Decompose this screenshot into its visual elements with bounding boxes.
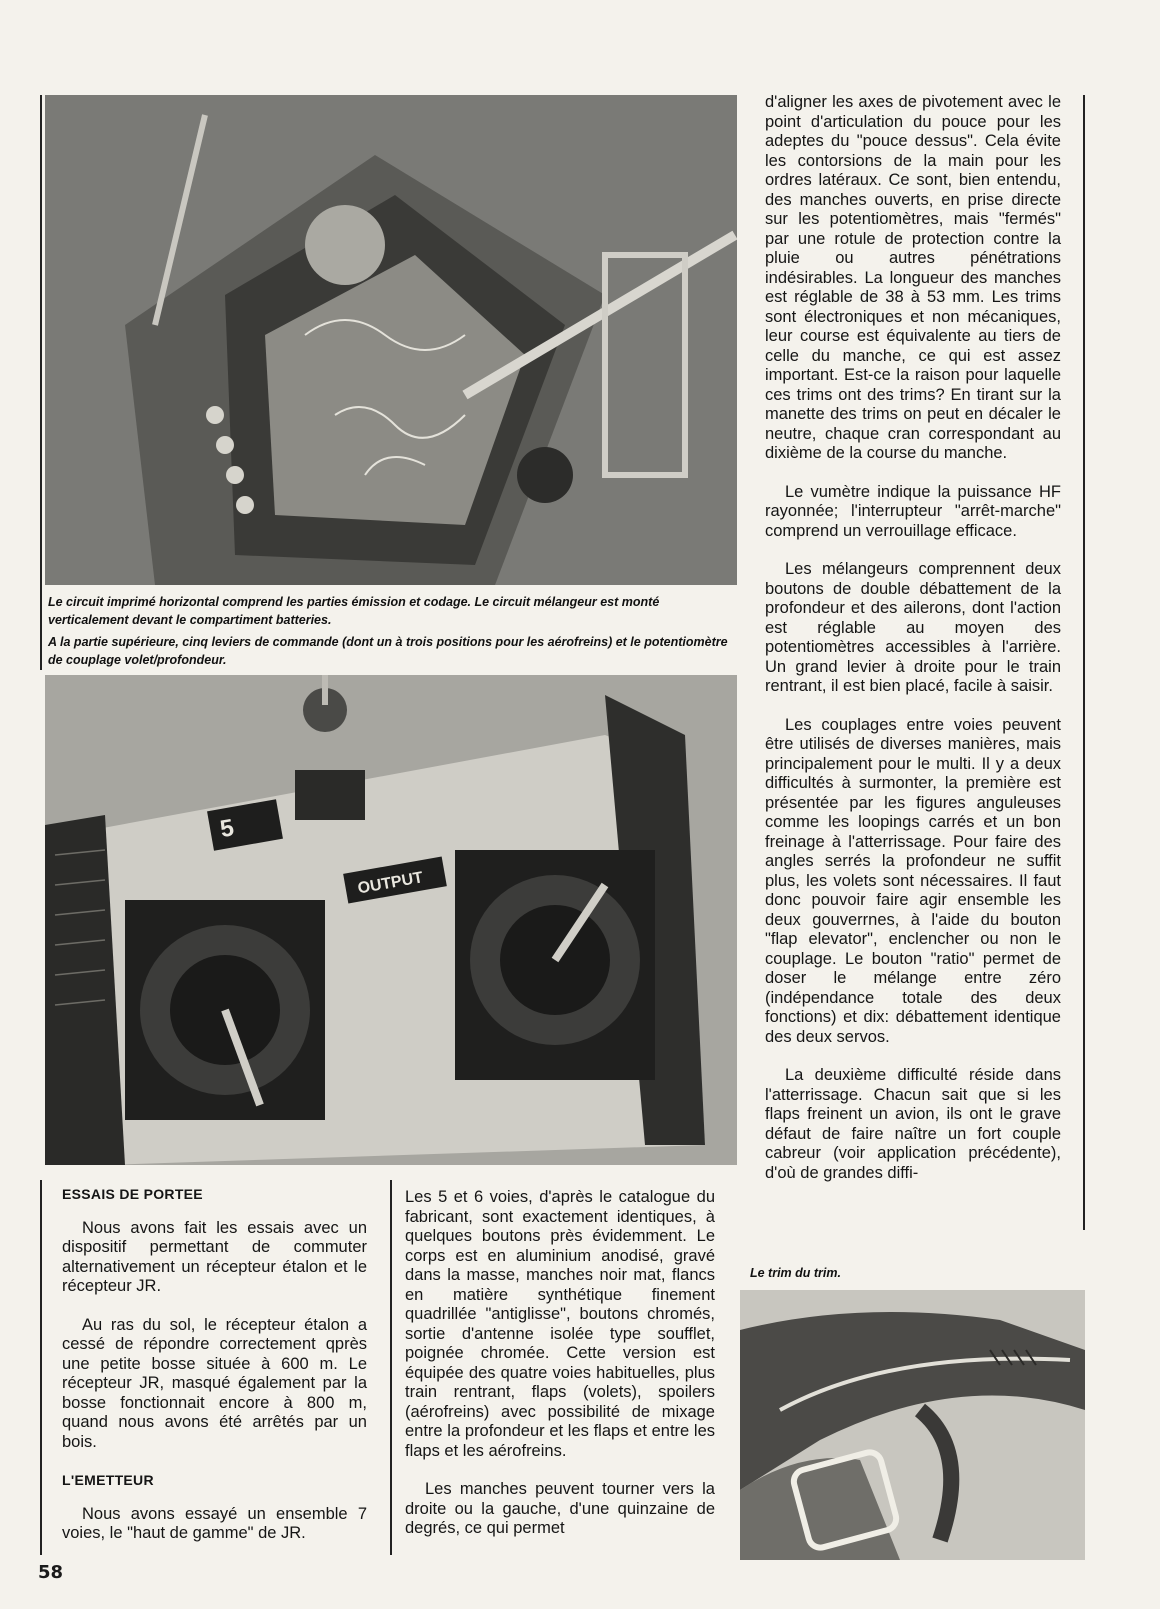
- photo-caption-top-controls: A la partie supérieure, cinq leviers de commande (dont un à trois positions pour les aérofreins) et le potentiomètre de couplage volet/profondeur.: [48, 635, 728, 667]
- paragraph: Les couplages entre voies peuvent être utilisés de diverses manières, mais principalement pour le multi. Il y a deux difficultés à surmonter, la première est présentée par les figures anguleuses comme les loopings carrés et un bon freinage à l'atterrissage. Pour faire des angles serrés la profondeur ne suffit plus, les volets sont nécessaires. Il faut donc pouvoir faire agir ensemble les deux gouverrnes, à l'aide du bouton "flap elevator", enclencher ou non le couplage. Le bouton "ratio" permet de doser le mélange entre zéro (indépendance totale des deux fonctions) et dix: débattement identique des deux servos.: [765, 715, 1061, 1046]
- paragraph: Les 5 et 6 voies, d'après le catalogue du fabricant, sont exactement identiques, à quelques boutons près évidemment. Le corps est en aluminium anodisé, gravé dans la masse, manches noir mat, flancs en matière synthétique finement quadrillée "antiglisse", boutons chromés, sortie d'antenne isolée type soufflet, poignée chromée. Cette version est équipée des quatre voies habituelles, plus train rentrant, flaps (volets), spoilers (aérofreins) avec possibilité de mixage entre la profondeur et les flaps et entre les flaps et les aérofreins.: [405, 1188, 715, 1460]
- section-heading-emetteur: L'EMETTEUR: [62, 1472, 154, 1488]
- transmitter-interior-photo-art: [45, 95, 737, 585]
- transmitter-front-photo-art: [45, 675, 737, 1165]
- paragraph: La deuxième difficulté réside dans l'atterrissage. Chacun sait que si les flaps freinent un avion, ils ont le grave défaut de faire naître un fort couple cabreur (voir application précédente), d'où de grandes diffi-: [765, 1066, 1061, 1182]
- paragraph: Le vumètre indique la puissance HF rayonnée; l'interrupteur "arrêt-marche" comprend un verrouillage efficace.: [765, 482, 1061, 540]
- column-rule-middle: [390, 1180, 392, 1555]
- svg-text:OUTPUT: OUTPUT: [356, 869, 425, 898]
- left-column: [62, 1185, 367, 1563]
- right-column: [765, 93, 1061, 1202]
- paragraph: d'aligner les axes de pivotement avec le point d'articulation du pouce pour les adeptes du "pouce dessus". Cela évite les contorsions de la main pour les ordres latéraux. Ce sont, bien entendu, des manches ouverts, en prise directe sur les potentiomètres, mais "fermés" par une rotule de protection contre la pluie ou autres pénétrations indésirables. La longueur des manches est réglable de 38 à 53 mm. Les trims sont électroniques et non mécaniques, leur course est équivalente au tiers de celle du manche, ce qui est assez important. Est-ce la raison pour laquelle ces trims ont des trims? En tirant sur la manette des trims on peut en décaler le neutre, chaque cran correspondant au dixième de la course du manche.: [765, 93, 1061, 462]
- photo-caption-trim: Le trim du trim.: [750, 1266, 841, 1280]
- paragraph: Les mélangeurs comprennent deux boutons de double débattement de la profondeur et des ailerons, dont l'action est réglable au moyen des potentiomètres accessibles à l'arrière. Un grand levier à droite pour le train rentrant, il est bien placé, facile à saisir.: [765, 560, 1061, 695]
- photo-caption-interior: Le circuit imprimé horizontal comprend les parties émission et codage. Le circuit mélangeur est monté verticalement devant le compartiment batteries.: [48, 595, 660, 627]
- column-rule-left-bottom: [40, 1180, 42, 1555]
- paragraph: Nous avons fait les essais avec un dispositif permettant de commuter alternativement un récepteur étalon et le récepteur JR.: [62, 1218, 367, 1295]
- transmitter-interior-photo: [45, 95, 737, 585]
- trim-lever-detail-photo-art: [740, 1290, 1085, 1560]
- column-rule-left-top: [40, 95, 42, 670]
- transmitter-front-photo: [45, 675, 737, 1165]
- column-rule-right: [1083, 95, 1085, 1230]
- paragraph: Les manches peuvent tourner vers la droite ou la gauche, d'une quinzaine de degrés, ce qui permet: [405, 1480, 715, 1537]
- paragraph: Au ras du sol, le récepteur étalon a cessé de répondre correctement qprès une petite bosse située à 600 m. Le récepteur JR, masqué également par la bosse fonctionnait encore à 800 m, quand nous avons été arrêtés par un bois.: [62, 1315, 367, 1451]
- section-heading-essais: ESSAIS DE PORTEE: [62, 1186, 203, 1202]
- svg-text:5: 5: [218, 814, 236, 844]
- middle-column: [405, 1188, 715, 1558]
- trim-lever-detail-photo: [740, 1290, 1085, 1560]
- paragraph: Nous avons essayé un ensemble 7 voies, le "haut de gamme" de JR.: [62, 1504, 367, 1542]
- page-number: 58: [38, 1562, 64, 1583]
